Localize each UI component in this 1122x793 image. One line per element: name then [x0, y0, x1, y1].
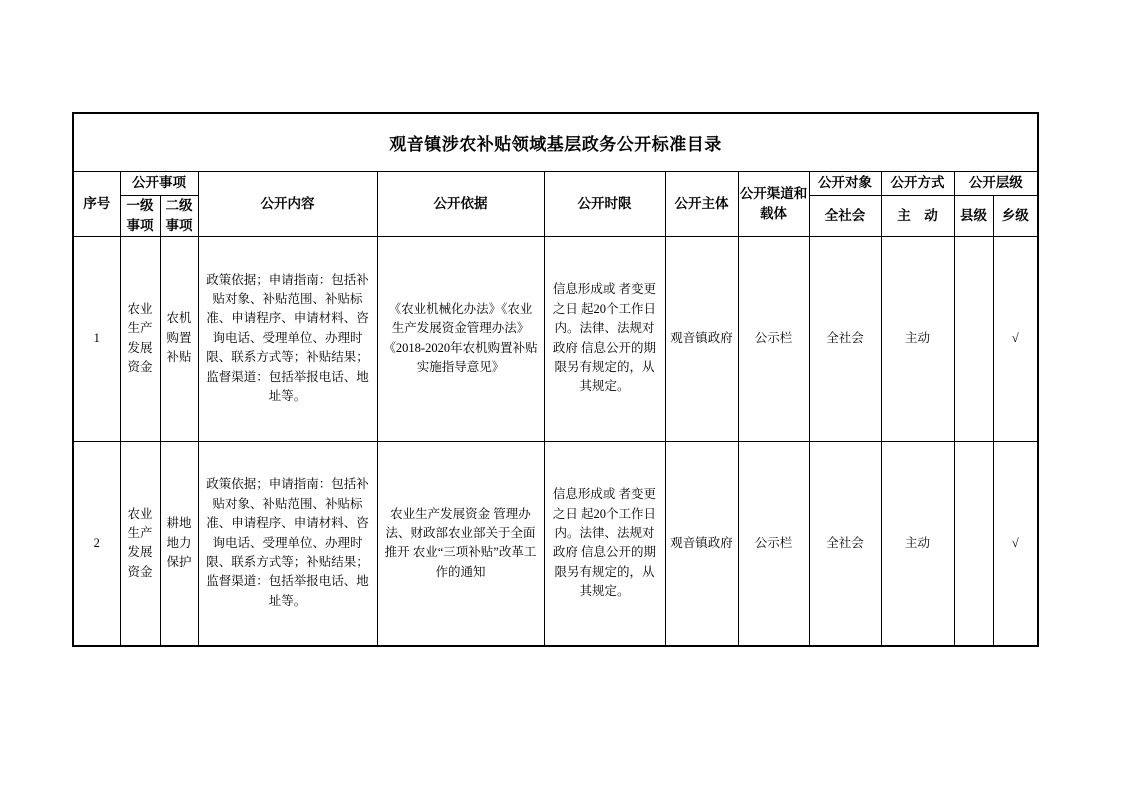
cell-township-check: √ [993, 236, 1038, 441]
cell-level1: 农业生产发展资金 [120, 441, 160, 646]
cell-township-check: √ [993, 441, 1038, 646]
cell-target: 全社会 [809, 236, 881, 441]
cell-county-check [954, 441, 993, 646]
header-no: 序号 [73, 171, 120, 236]
header-level2: 二级事项 [160, 195, 198, 236]
cell-level2: 农机购置补贴 [160, 236, 198, 441]
cell-content: 政策依据；申请指南：包括补贴对象、补贴范围、补贴标准、申请程序、申请材料、咨询电话、受理单位、办理时限、联系方式等；补贴结果；监督渠道：包括举报电话、地址等。 [198, 441, 377, 646]
cell-subject: 观音镇政府 [665, 236, 738, 441]
header-content: 公开内容 [198, 171, 377, 236]
header-subject: 公开主体 [665, 171, 738, 236]
header-township: 乡级 [993, 195, 1038, 236]
cell-no: 2 [73, 441, 120, 646]
cell-basis: 《农业机械化办法》《农业生产发展资金管理办法》《2018-2020年农机购置补贴实施指导意见》 [377, 236, 544, 441]
header-method-group: 公开方式 [881, 171, 954, 195]
header-time-limit: 公开时限 [544, 171, 665, 236]
cell-content: 政策依据；申请指南：包括补贴对象、补贴范围、补贴标准、申请程序、申请材料、咨询电话、受理单位、办理时限、联系方式等；补贴结果；监督渠道：包括举报电话、地址等。 [198, 236, 377, 441]
cell-time-limit: 信息形成或 者变更之日 起20个工作日内。法律、法规对政府 信息公开的期限另有规定的，从其规定。 [544, 441, 665, 646]
table-row [73, 441, 1038, 646]
cell-channel: 公示栏 [738, 441, 809, 646]
cell-county-check [954, 236, 993, 441]
header-level-group: 公开层级 [954, 171, 1038, 195]
header-matter-group: 公开事项 [120, 171, 198, 195]
table-title: 观音镇涉农补贴领域基层政务公开标准目录 [73, 113, 1038, 171]
cell-target: 全社会 [809, 441, 881, 646]
cell-no: 1 [73, 236, 120, 441]
standards-table [72, 112, 1039, 647]
header-method-value: 主 动 [881, 195, 954, 236]
header-county: 县级 [954, 195, 993, 236]
cell-method: 主动 [881, 441, 954, 646]
cell-level2: 耕地地力保护 [160, 441, 198, 646]
header-target-group: 公开对象 [809, 171, 881, 195]
header-basis: 公开依据 [377, 171, 544, 236]
cell-time-limit: 信息形成或 者变更之日 起20个工作日内。法律、法规对政府 信息公开的期限另有规定的，从其规定。 [544, 236, 665, 441]
cell-method: 主动 [881, 236, 954, 441]
cell-basis: 农业生产发展资金 管理办法、财政部农业部关于全面推开 农业“三项补贴”改革工作的通知 [377, 441, 544, 646]
cell-subject: 观音镇政府 [665, 441, 738, 646]
table-row [73, 236, 1038, 441]
header-level1: 一级事项 [120, 195, 160, 236]
cell-level1: 农业生产发展资金 [120, 236, 160, 441]
cell-channel: 公示栏 [738, 236, 809, 441]
header-channel: 公开渠道和载体 [738, 171, 809, 236]
header-target-value: 全社会 [809, 195, 881, 236]
